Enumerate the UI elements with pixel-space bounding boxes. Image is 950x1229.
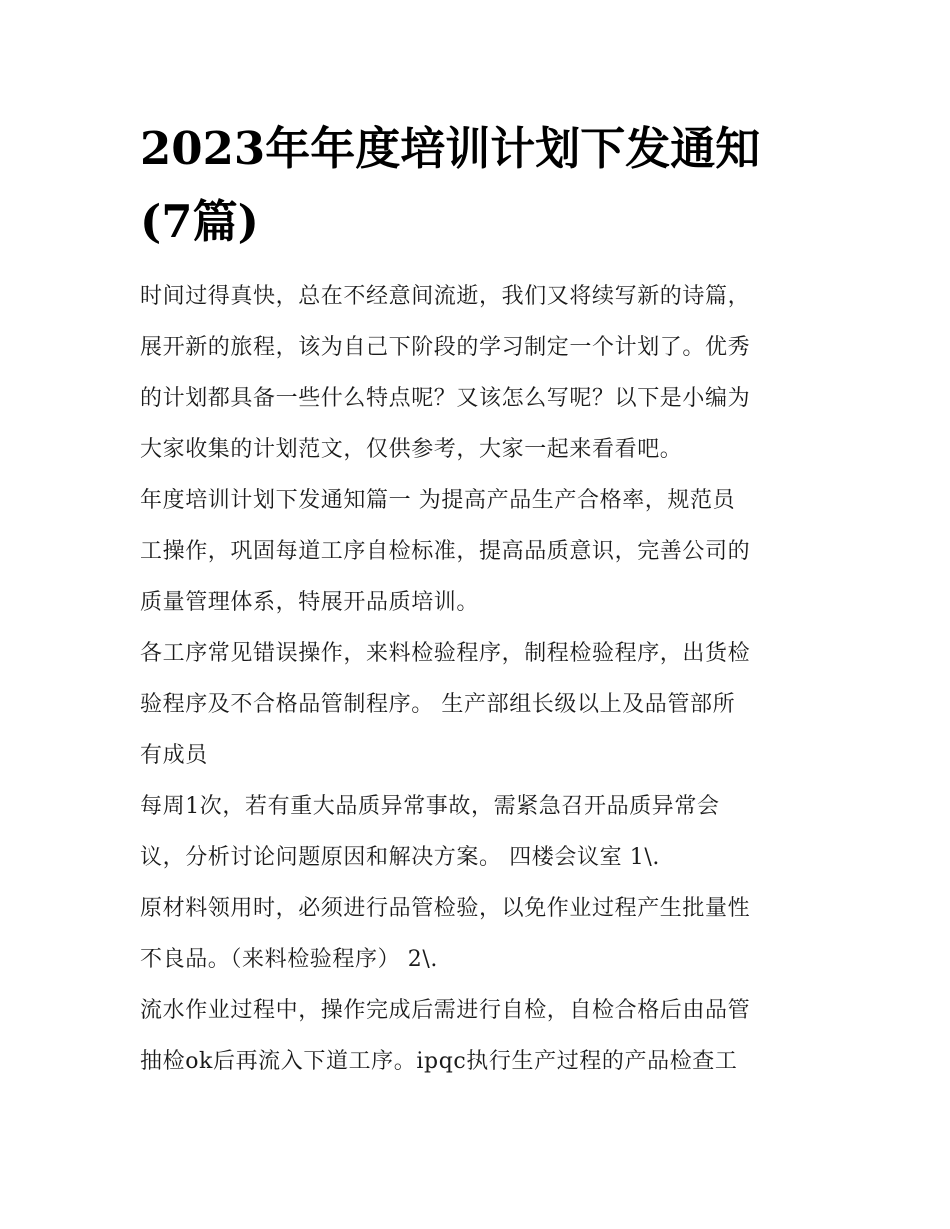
text-line: 工操作，巩固每道工序自检标准，提高品质意识，完善公司的 [140,539,751,564]
text-line: 有成员 [140,743,208,768]
text-line: 不良品。（来料检验程序） 2\. [140,947,438,972]
document-content [140,112,820,1087]
paragraph-schedule [140,781,820,883]
text-line: 议，分析讨论问题原因和解决方案。 四楼会议室 1\. [140,845,660,870]
paragraph-intro [140,271,820,475]
paragraph-process-inspection [140,985,820,1087]
text-line: 抽检ok后再流入下道工序。ipqc执行生产过程的产品检查工 [140,1049,738,1074]
text-line: 每周1次，若有重大品质异常事故，需紧急召开品质异常会 [140,794,720,819]
paragraph-training-content [140,628,820,781]
document-body [140,271,820,1087]
document-title [140,112,820,258]
text-line: 时间过得真快，总在不经意间流逝，我们又将续写新的诗篇， [140,284,751,309]
text-line: 验程序及不合格品管制程序。 生产部组长级以上及品管部所 [140,692,736,717]
text-line: 原材料领用时，必须进行品管检验，以免作业过程产生批量性 [140,896,751,921]
text-line: 流水作业过程中，操作完成后需进行自检，自检合格后由品管 [140,998,751,1023]
title-line-2: (7篇) [140,195,259,248]
text-line: 的计划都具备一些什么特点呢？又该怎么写呢？以下是小编为 [140,386,751,411]
text-line: 各工序常见错误操作，来料检验程序，制程检验程序，出货检 [140,641,751,666]
title-line-1: 2023年年度培训计划下发通知 [140,122,761,175]
text-line: 质量管理体系，特展开品质培训。 [140,590,480,615]
paragraph-section-one [140,475,820,628]
paragraph-material-inspection [140,883,820,985]
text-line: 年度培训计划下发通知篇一 为提高产品生产合格率，规范员 [140,488,736,513]
text-line: 展开新的旅程，该为自己下阶段的学习制定一个计划了。优秀 [140,335,751,360]
text-line: 大家收集的计划范文，仅供参考，大家一起来看看吧。 [140,437,683,462]
